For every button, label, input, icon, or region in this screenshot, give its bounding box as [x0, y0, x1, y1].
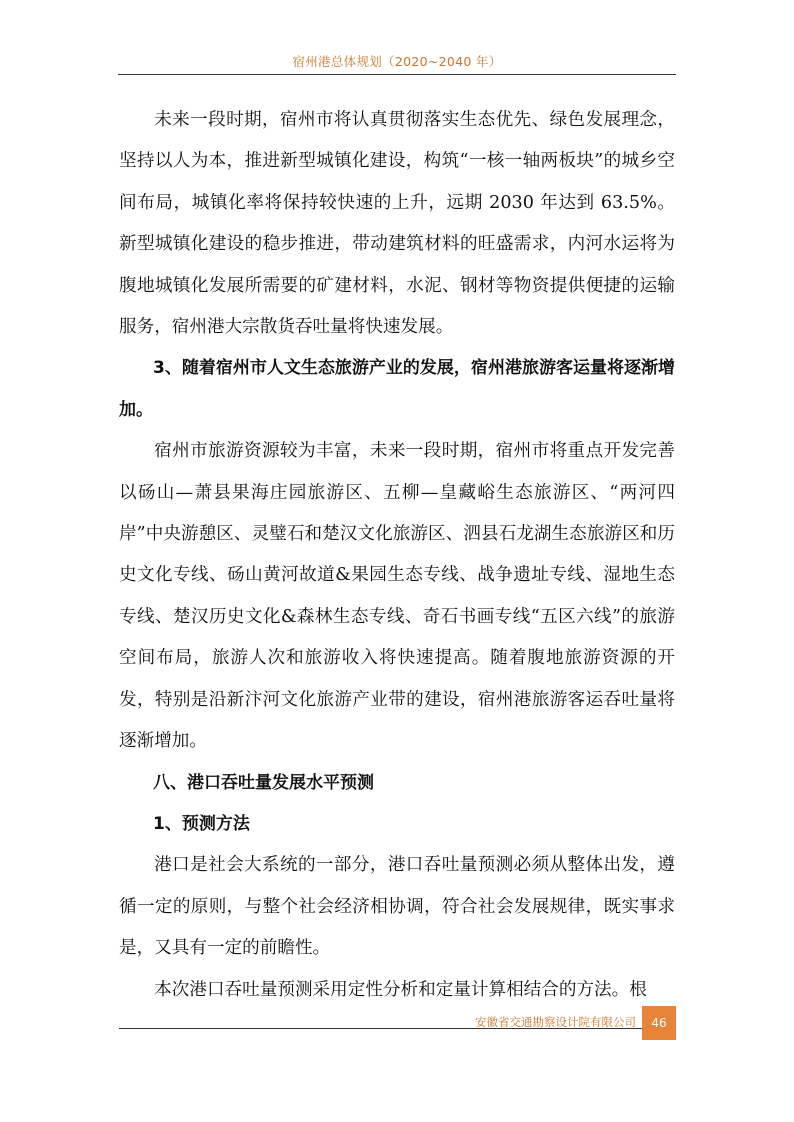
- paragraph-tourism: 宿州市旅游资源较为丰富，未来一段时期，宿州市将重点开发完善以砀山—萧县果海庄园旅游区、五柳—皇藏峪生态旅游区、“两河四岸”中央游憩区、灵璧石和楚汉文化旅游区、泗县石龙湖生态旅游区和历史文化专线、砀山黄河故道&果园生态专线、战争遗址专线、湿地生态专线、楚汉历史文化&森林生态专线、奇石书画专线“五区六线”的旅游空间布局，旅游人次和旅游收入将快速提高。随着腹地旅游资源的开发，特别是沿新汴河文化旅游产业带的建设，宿州港旅游客运吞吐量将逐渐增加。: [119, 441, 675, 752]
- footer-divider: [119, 1028, 643, 1029]
- paragraph-method-intro: 本次港口吞吐量预测采用定性分析和定量计算相结合的方法。根: [154, 979, 647, 1000]
- running-header: 宿州港总体规划（2020~2040 年）: [292, 54, 502, 69]
- paragraph-urbanization: 未来一段时期，宿州市将认真贯彻落实生态优先、绿色发展理念，坚持以人为本，推进新型城镇化建设，构筑“一核一轴两板块”的城乡空间布局，城镇化率将保持较快速的上升，远期 2030 年达到 63.5%。新型城镇化建设的稳步推进，带动建筑材料的旺盛需求，内河水运将为腹地城镇化发展所需要的矿建材料，水泥、钢材等物资提供便捷的运输服务，宿州港大宗散货吞吐量将快速发展。: [119, 110, 675, 338]
- footer-company: 安徽省交通勘察设计院有限公司: [475, 1015, 636, 1029]
- chapter-heading-forecast: 八、港口吞吐量发展水平预测: [153, 772, 374, 793]
- paragraph-port-system: 港口是社会大系统的一部分，港口吞吐量预测必须从整体出发，遵循一定的原则，与整个社会经济相协调，符合社会发展规律，既实事求是，又具有一定的前瞻性。: [119, 855, 675, 959]
- subheading-method: 1、预测方法: [153, 813, 250, 834]
- section-heading-tourism: 3、随着宿州市人文生态旅游产业的发展，宿州港旅游客运量将逐渐增加。: [119, 358, 675, 420]
- page-number: 46: [642, 1006, 676, 1040]
- page-body: [119, 100, 675, 1011]
- header-divider: [118, 74, 676, 75]
